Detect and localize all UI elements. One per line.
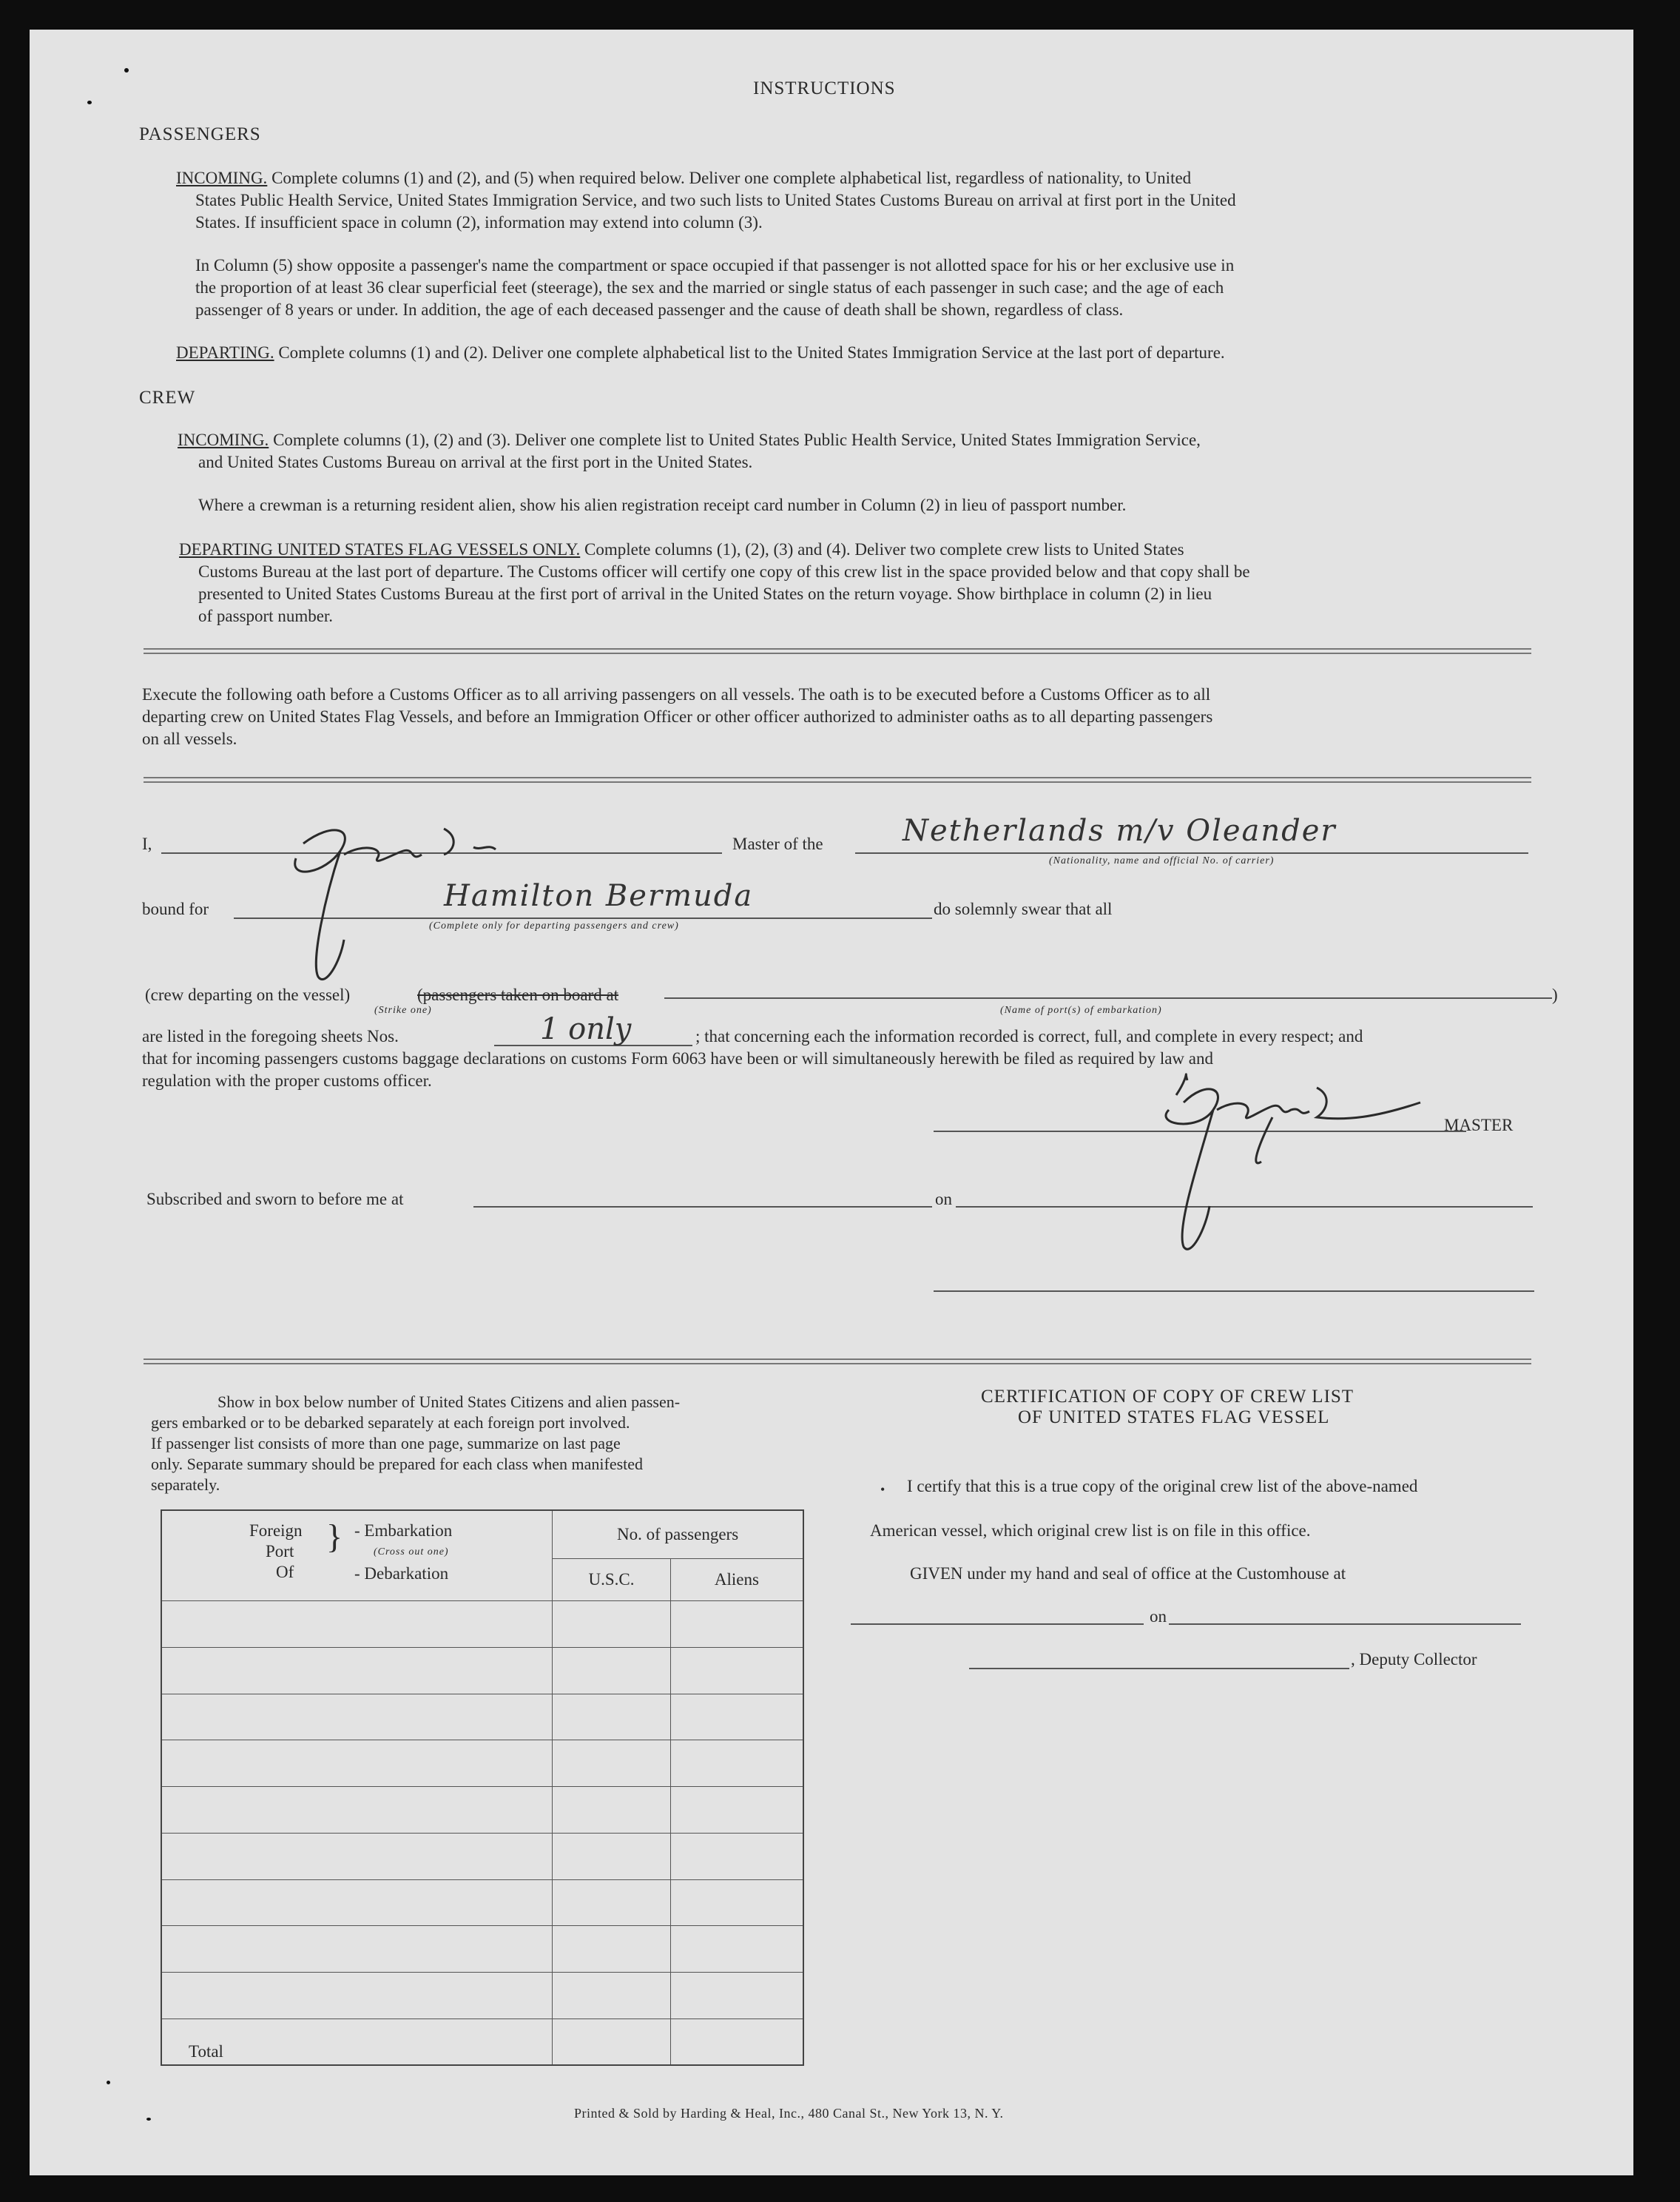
cert-text-2: American vessel, which original crew list is on file in this office.	[870, 1521, 1311, 1540]
crew-departing-text-1: Complete columns (1), (2), (3) and (4). Deliver two complete crew lists to United States	[584, 540, 1184, 559]
total-label: Total	[161, 2018, 553, 2065]
table-total-row	[161, 2018, 803, 2065]
listed-line-2: that for incoming passengers customs baggage declarations on customs Form 6063 have been or will simultaneously herewith be filed as required by law and	[142, 1049, 1214, 1068]
cross-out-label: (Cross out one)	[374, 1546, 449, 1558]
form-page	[30, 30, 1633, 2175]
table-row	[161, 1601, 803, 1648]
summary-text-2: gers embarked or to be debarked separately at each foreign port involved.	[151, 1413, 630, 1432]
incoming-text-2: States Public Health Service, United States Immigration Service, and two such lists to United States Customs Bureau on arrival at first port in the United	[195, 191, 1236, 209]
cert-text-1: I certify that this is a true copy of the original crew list of the above-named	[907, 1477, 1418, 1495]
table-row	[161, 1926, 803, 1973]
oath-i-label: I,	[142, 835, 152, 853]
port-caption: (Name of port(s) of embarkation)	[1000, 1005, 1162, 1016]
master-label: MASTER	[1444, 1116, 1514, 1134]
crew-resident-text: Where a crewman is a returning resident alien, show his alien registration receipt card number in Column (2) in lieu of passport number.	[198, 496, 1127, 514]
master-of-label: Master of the	[732, 835, 823, 853]
complete-only-caption: (Complete only for departing passengers and crew)	[429, 920, 679, 932]
cert-date-line	[1169, 1623, 1521, 1625]
bound-for-label: bound for	[142, 900, 209, 918]
departing-text: Complete columns (1) and (2). Deliver one complete alphabetical list to the United States Immigration Service at the last port of departure.	[278, 343, 1225, 362]
usc-header: U.S.C.	[553, 1559, 671, 1601]
table-row	[161, 1740, 803, 1787]
crew-departing-label: DEPARTING UNITED STATES FLAG VESSELS ONLY.	[179, 540, 581, 559]
scan-speck	[107, 2081, 110, 2084]
crew-heading: CREW	[139, 388, 196, 408]
summary-text-3: If passenger list consists of more than one page, summarize on last page	[151, 1434, 621, 1452]
destination-handwritten: Hamilton Bermuda	[444, 879, 754, 913]
aliens-header: Aliens	[670, 1559, 803, 1601]
solemnly-swear-text: do solemnly swear that all	[934, 900, 1113, 918]
nationality-caption: (Nationality, name and official No. of carrier)	[1049, 855, 1275, 866]
column5-text-1: In Column (5) show opposite a passenger's name the compartment or space occupied if that passenger is not allotted space for his or her exclusive use in	[195, 256, 1235, 275]
oath-intro-3: on all vessels.	[142, 730, 237, 748]
departing-label: DEPARTING.	[176, 343, 274, 362]
vessel-handwritten: Netherlands m/v Oleander	[903, 814, 1337, 848]
close-paren: )	[1552, 986, 1558, 1004]
of-label: Of	[276, 1563, 294, 1581]
table-row	[161, 1879, 803, 1926]
passengers-taken-option: (passengers taken on board at	[417, 986, 619, 1004]
crew-departing-text-4: of passport number.	[198, 607, 334, 625]
crew-departing-option: (crew departing on the vessel)	[145, 986, 351, 1004]
scan-speck	[146, 2118, 151, 2121]
listed-rest: ; that concerning each the information recorded is correct, full, and complete in every respect; and	[695, 1027, 1363, 1046]
cert-place-line	[851, 1623, 1144, 1625]
foreign-label: Foreign	[249, 1521, 303, 1540]
embarkation-label: - Embarkation	[354, 1521, 453, 1540]
oath-intro-2: departing crew on United States Flag Vessels, and before an Immigration Officer or other officer authorized to administer oaths as to all departing passengers	[142, 707, 1213, 726]
deputy-collector-label: , Deputy Collector	[1351, 1650, 1477, 1669]
column5-text-2: the proportion of at least 36 clear superficial feet (steerage), the sex and the married or single status of each passenger in such case; and the age of each	[195, 278, 1224, 297]
listed-label: are listed in the foregoing sheets Nos.	[142, 1027, 399, 1046]
instructions-title: INSTRUCTIONS	[753, 78, 896, 98]
port-label: Port	[266, 1542, 294, 1560]
divider	[144, 1358, 1531, 1364]
master-signature-1	[274, 814, 584, 995]
officer-signature-line	[934, 1290, 1534, 1292]
cert-title-2: OF UNITED STATES FLAG VESSEL	[1018, 1407, 1330, 1427]
crew-departing-text-3: presented to United States Customs Bureau at the first port of arrival in the United States on the return voyage. Show birthplace in column (2) in lieu	[198, 585, 1212, 603]
incoming-label: INCOMING.	[176, 169, 268, 187]
oath-intro-1: Execute the following oath before a Customs Officer as to all arriving passengers on all vessels. The oath is to be executed before a Customs Officer as to all	[142, 685, 1211, 704]
deputy-signature-line	[969, 1668, 1349, 1669]
passengers-heading: PASSENGERS	[139, 124, 261, 144]
crew-incoming-label: INCOMING.	[178, 431, 269, 449]
listed-line-3: regulation with the proper customs officer.	[142, 1071, 432, 1090]
incoming-text-3: States. If insufficient space in column (2), information may extend into column (3).	[195, 213, 763, 232]
column5-text-3: passenger of 8 years or under. In addition, the age of each deceased passenger and the cause of death shall be shown, regardless of class.	[195, 300, 1124, 319]
cert-title-1: CERTIFICATION OF COPY OF CREW LIST	[981, 1387, 1355, 1407]
printer-footer: Printed & Sold by Harding & Heal, Inc., 480 Canal St., New York 13, N. Y.	[574, 2106, 1004, 2121]
table-row	[161, 1787, 803, 1834]
divider	[144, 648, 1531, 654]
summary-text-4: only. Separate summary should be prepared for each class when manifested	[151, 1455, 644, 1473]
table-row	[161, 1833, 803, 1879]
table-row	[161, 1648, 803, 1694]
sheets-handwritten: 1 only	[540, 1012, 632, 1046]
divider	[144, 777, 1531, 783]
scan-speck	[87, 101, 92, 104]
debarkation-label: - Debarkation	[354, 1564, 449, 1583]
vessel-line	[855, 852, 1528, 854]
summary-text-5: separately.	[151, 1475, 220, 1494]
table-row	[161, 1694, 803, 1740]
summary-text-1: Show in box below number of United States Citizens and alien passen-	[217, 1393, 681, 1411]
crew-incoming-text-2: and United States Customs Bureau on arrival at the first port in the United States.	[198, 453, 753, 471]
bullet-icon: •	[880, 1482, 885, 1497]
incoming-text-1: Complete columns (1) and (2), and (5) when required below. Deliver one complete alphabetical list, regardless of nationality, to United	[271, 169, 1192, 187]
no-passengers-header: No. of passengers	[553, 1510, 803, 1559]
cert-on-label: on	[1150, 1607, 1167, 1626]
subscribed-place-line	[473, 1206, 932, 1208]
cert-text-3: GIVEN under my hand and seal of office at the Customhouse at	[910, 1564, 1346, 1583]
crew-departing-text-2: Customs Bureau at the last port of departure. The Customs officer will certify one copy of this crew list in the space provided below and that copy shall be	[198, 562, 1250, 581]
table-header-row	[161, 1510, 803, 1559]
port-line	[664, 997, 1552, 999]
strike-one-caption: (Strike one)	[374, 1005, 432, 1016]
crew-incoming-text-1: Complete columns (1), (2) and (3). Deliver one complete list to United States Public Health Service, United States Immigration Service,	[273, 431, 1201, 449]
subscribed-on-label: on	[935, 1190, 952, 1208]
brace-icon: }	[326, 1518, 343, 1555]
subscribed-label: Subscribed and sworn to before me at	[146, 1190, 404, 1208]
foreign-port-header	[161, 1510, 553, 1601]
passenger-summary-table	[161, 1509, 804, 2066]
master-signature-2	[1124, 1065, 1435, 1262]
scan-speck	[124, 68, 129, 73]
table-row	[161, 1972, 803, 2018]
